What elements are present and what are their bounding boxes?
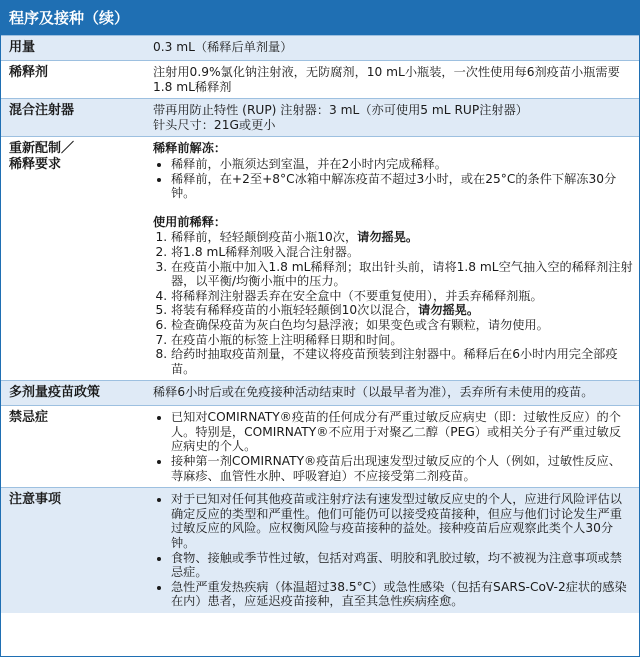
list-item: • 接种第一剂COMIRNATY®疫苗后出现速发型过敏反应的个人（例如，过敏性反应、荨麻疹、血管性水肿、呼吸窘迫）不应接受第二剂疫苗。 [171, 454, 633, 483]
list-item: 7. 在疫苗小瓶的标签上注明稀释日期和时间。 [171, 333, 633, 348]
contraindication-list [153, 410, 633, 483]
row-value [149, 99, 639, 136]
row-value [149, 488, 639, 613]
use-heading: 使用前稀释： [153, 214, 227, 229]
list-item: • 稀释前，在+2至+8°C冰箱中解冻疫苗不超过3小时，或在25°C的条件下解冻30分钟。 [171, 172, 633, 201]
list-item: 4. 将稀释剂注射器丢弃在安全盒中（不要重复使用），并丢弃稀释剂瓶。 [171, 289, 633, 304]
syringe-spec: 带再用防止特性 (RUP) 注射器：3 mL（亦可使用5 mL RUP注射器） [153, 103, 528, 118]
step-warning: 请勿摇晃。 [357, 230, 419, 245]
list-item: • 食物、接触或季节性过敏，包括对鸡蛋、明胶和乳胶过敏，均不被视为注意事项或禁忌症。 [171, 551, 633, 580]
row-value [149, 406, 639, 487]
list-item: • 对于已知对任何其他疫苗或注射疗法有速发型过敏反应史的个人，应进行风险评估以确定反应的类型和严重性。他们可能仍可以接受疫苗接种，但应与他们讨论发生严重过敏反应的风险。应权衡风险与疫苗接种的益处。接种疫苗后应观察此类个人30分钟。 [171, 492, 633, 550]
list-item: • 急性严重发热疾病（体温超过38.5°C）或急性感染（包括有SARS-CoV-2症状的感染在内）患者，应延迟疫苗接种，直至其急性疾病痊愈。 [171, 580, 633, 609]
row-syringe [1, 98, 639, 136]
list-item: 2. 将1.8 mL稀释剂吸入混合注射器。 [171, 245, 633, 260]
list-item: • 稀释前，小瓶须达到室温，并在2小时内完成稀释。 [171, 157, 633, 172]
row-multidose-policy [1, 380, 639, 405]
list-item [171, 303, 633, 318]
step-text: 稀释前，轻轻颠倒疫苗小瓶10次， [171, 230, 358, 245]
needle-size: 针头尺寸：21G或更小 [153, 117, 276, 132]
label-line-2: 稀释要求 [9, 157, 62, 173]
row-label: 混合注射器 [9, 103, 75, 119]
row-contraindications [1, 405, 639, 487]
list-item [171, 230, 633, 245]
step-text: 将装有稀释疫苗的小瓶轻轻颠倒10次以混合， [171, 303, 419, 318]
table-title: 程序及接种（续） [1, 1, 639, 35]
thaw-heading: 稀释前解冻： [153, 141, 227, 156]
row-label: 注意事项 [9, 492, 62, 508]
row-diluent [1, 60, 639, 98]
row-value [149, 137, 639, 380]
row-label [1, 137, 149, 380]
list-item: 8. 给药时抽取疫苗剂量，不建议将疫苗预装到注射器中。稀释后在6小时内用完全部疫苗。 [171, 347, 633, 376]
precaution-list [153, 492, 633, 609]
label-line-1: 重新配制／ [9, 141, 75, 157]
row-label: 多剂量疫苗政策 [9, 385, 101, 401]
row-value: 0.3 mL（稀释后单剂量） [153, 40, 293, 54]
row-precautions [1, 487, 639, 613]
thaw-list [153, 157, 633, 201]
row-value: 注射用0.9%氯化钠注射液，无防腐剂，10 mL小瓶装，一次性使用每6剂疫苗小瓶需要1.8 mL稀释剂 [153, 65, 620, 94]
list-item: • 已知对COMIRNATY®疫苗的任何成分有严重过敏反应病史（即：过敏性反应）的个人。特别是，COMIRNATY®不应用于对聚乙二醇（PEG）或相关分子有严重过敏反应病史的个人。 [171, 410, 633, 454]
row-dose [1, 35, 639, 60]
list-item: 3. 在疫苗小瓶中加入1.8 mL稀释剂；取出针头前，请将1.8 mL空气抽入空的稀释剂注射器，以平衡/均衡小瓶中的压力。 [171, 260, 633, 289]
dilution-steps [153, 230, 633, 376]
list-item: 6. 检查确保疫苗为灰白色均匀悬浮液；如果变色或含有颗粒，请勿使用。 [171, 318, 633, 333]
row-label: 用量 [9, 40, 36, 55]
row-label: 稀释剂 [9, 65, 49, 80]
step-warning: 请勿摇晃。 [418, 303, 480, 318]
row-label: 禁忌症 [9, 410, 49, 426]
row-value: 稀释6小时后或在免疫接种活动结束时（以最早者为准），丢弃所有未使用的疫苗。 [153, 385, 594, 400]
row-reconstitution [1, 136, 639, 380]
